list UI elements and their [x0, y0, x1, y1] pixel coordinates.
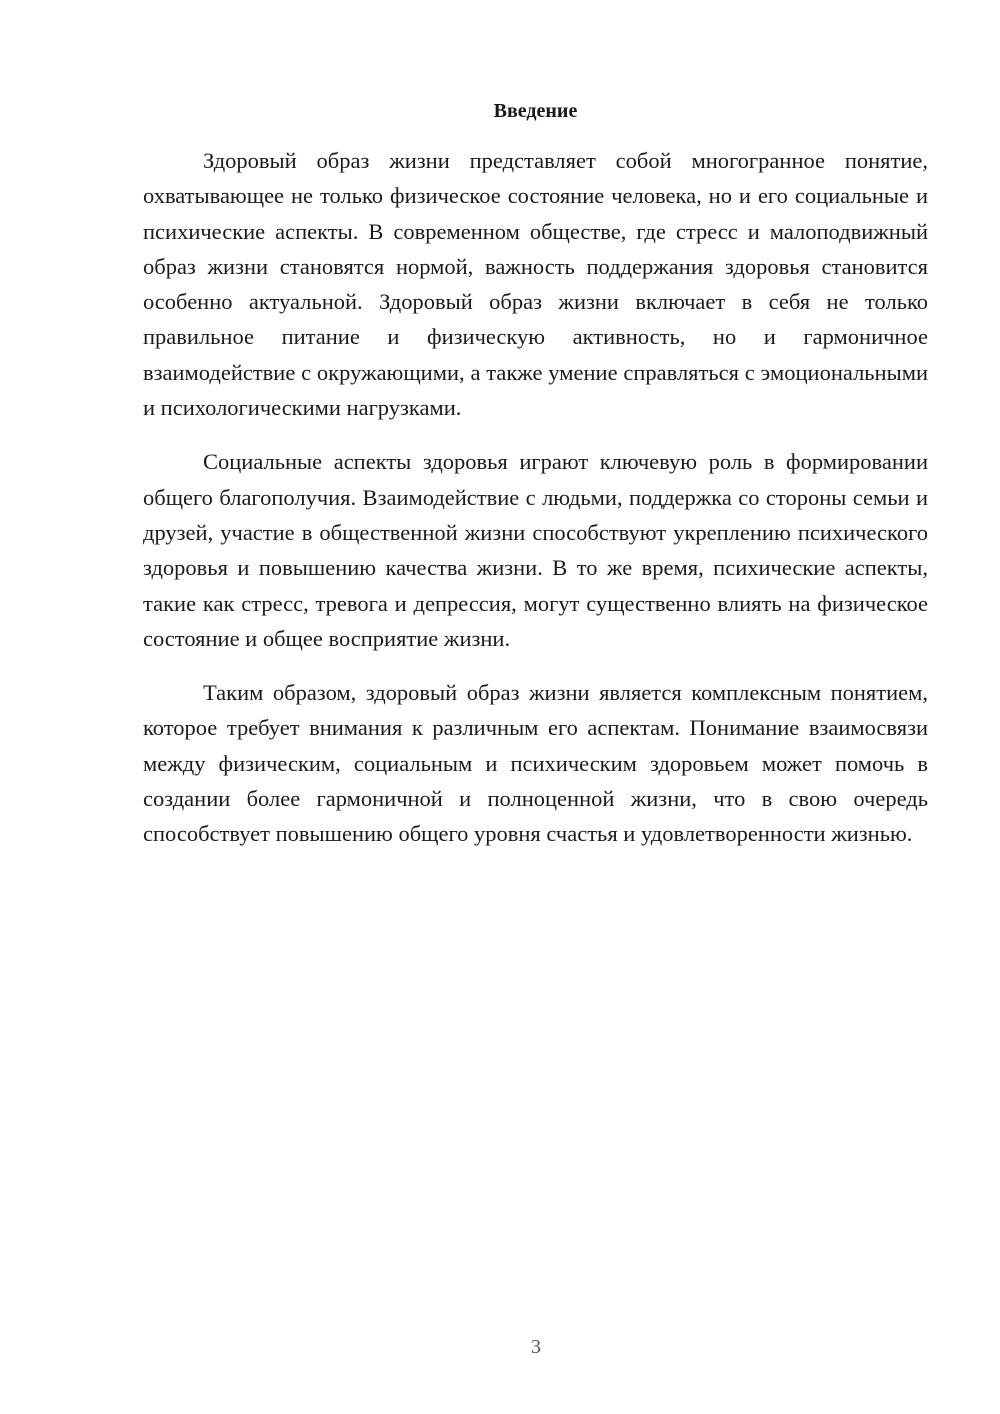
- page-title: Введение: [493, 100, 578, 122]
- paragraph-3: Таким образом, здоровый образ жизни является комплексным понятием, которое требует внимания к различным его аспектам. Понимание взаимосвязи между физическим, социальным и психическим здоровьем может помочь в создании более гармоничной и полноценной жизни, что в свою очередь способствует повышению общего уровня счастья и удовлетворенности жизнью.: [143, 680, 928, 847]
- paragraph-1: Здоровый образ жизни представляет собой многогранное понятие, охватывающее не только физическое состояние человека, но и его социальные и психические аспекты. В современном обществе, где стресс и малоподвижный образ жизни становятся нормой, важность поддержания здоровья становится особенно актуальной. Здоровый образ жизни включает в себя не только правильное питание и физическую активность, но и гармоничное взаимодействие с окружающими, а также умение справляться с эмоциональными и психологическими нагрузками.: [143, 148, 928, 421]
- page-number: 3: [531, 1336, 541, 1358]
- body-text: [143, 143, 928, 871]
- paragraph-2: Социальные аспекты здоровья играют ключевую роль в формировании общего благополучия. Взаимодействие с людьми, поддержка со стороны семьи и друзей, участие в общественной жизни способствуют укреплению психического здоровья и повышению качества жизни. В то же время, психические аспекты, такие как стресс, тревога и депрессия, могут существенно влиять на физическое состояние и общее восприятие жизни.: [143, 449, 928, 651]
